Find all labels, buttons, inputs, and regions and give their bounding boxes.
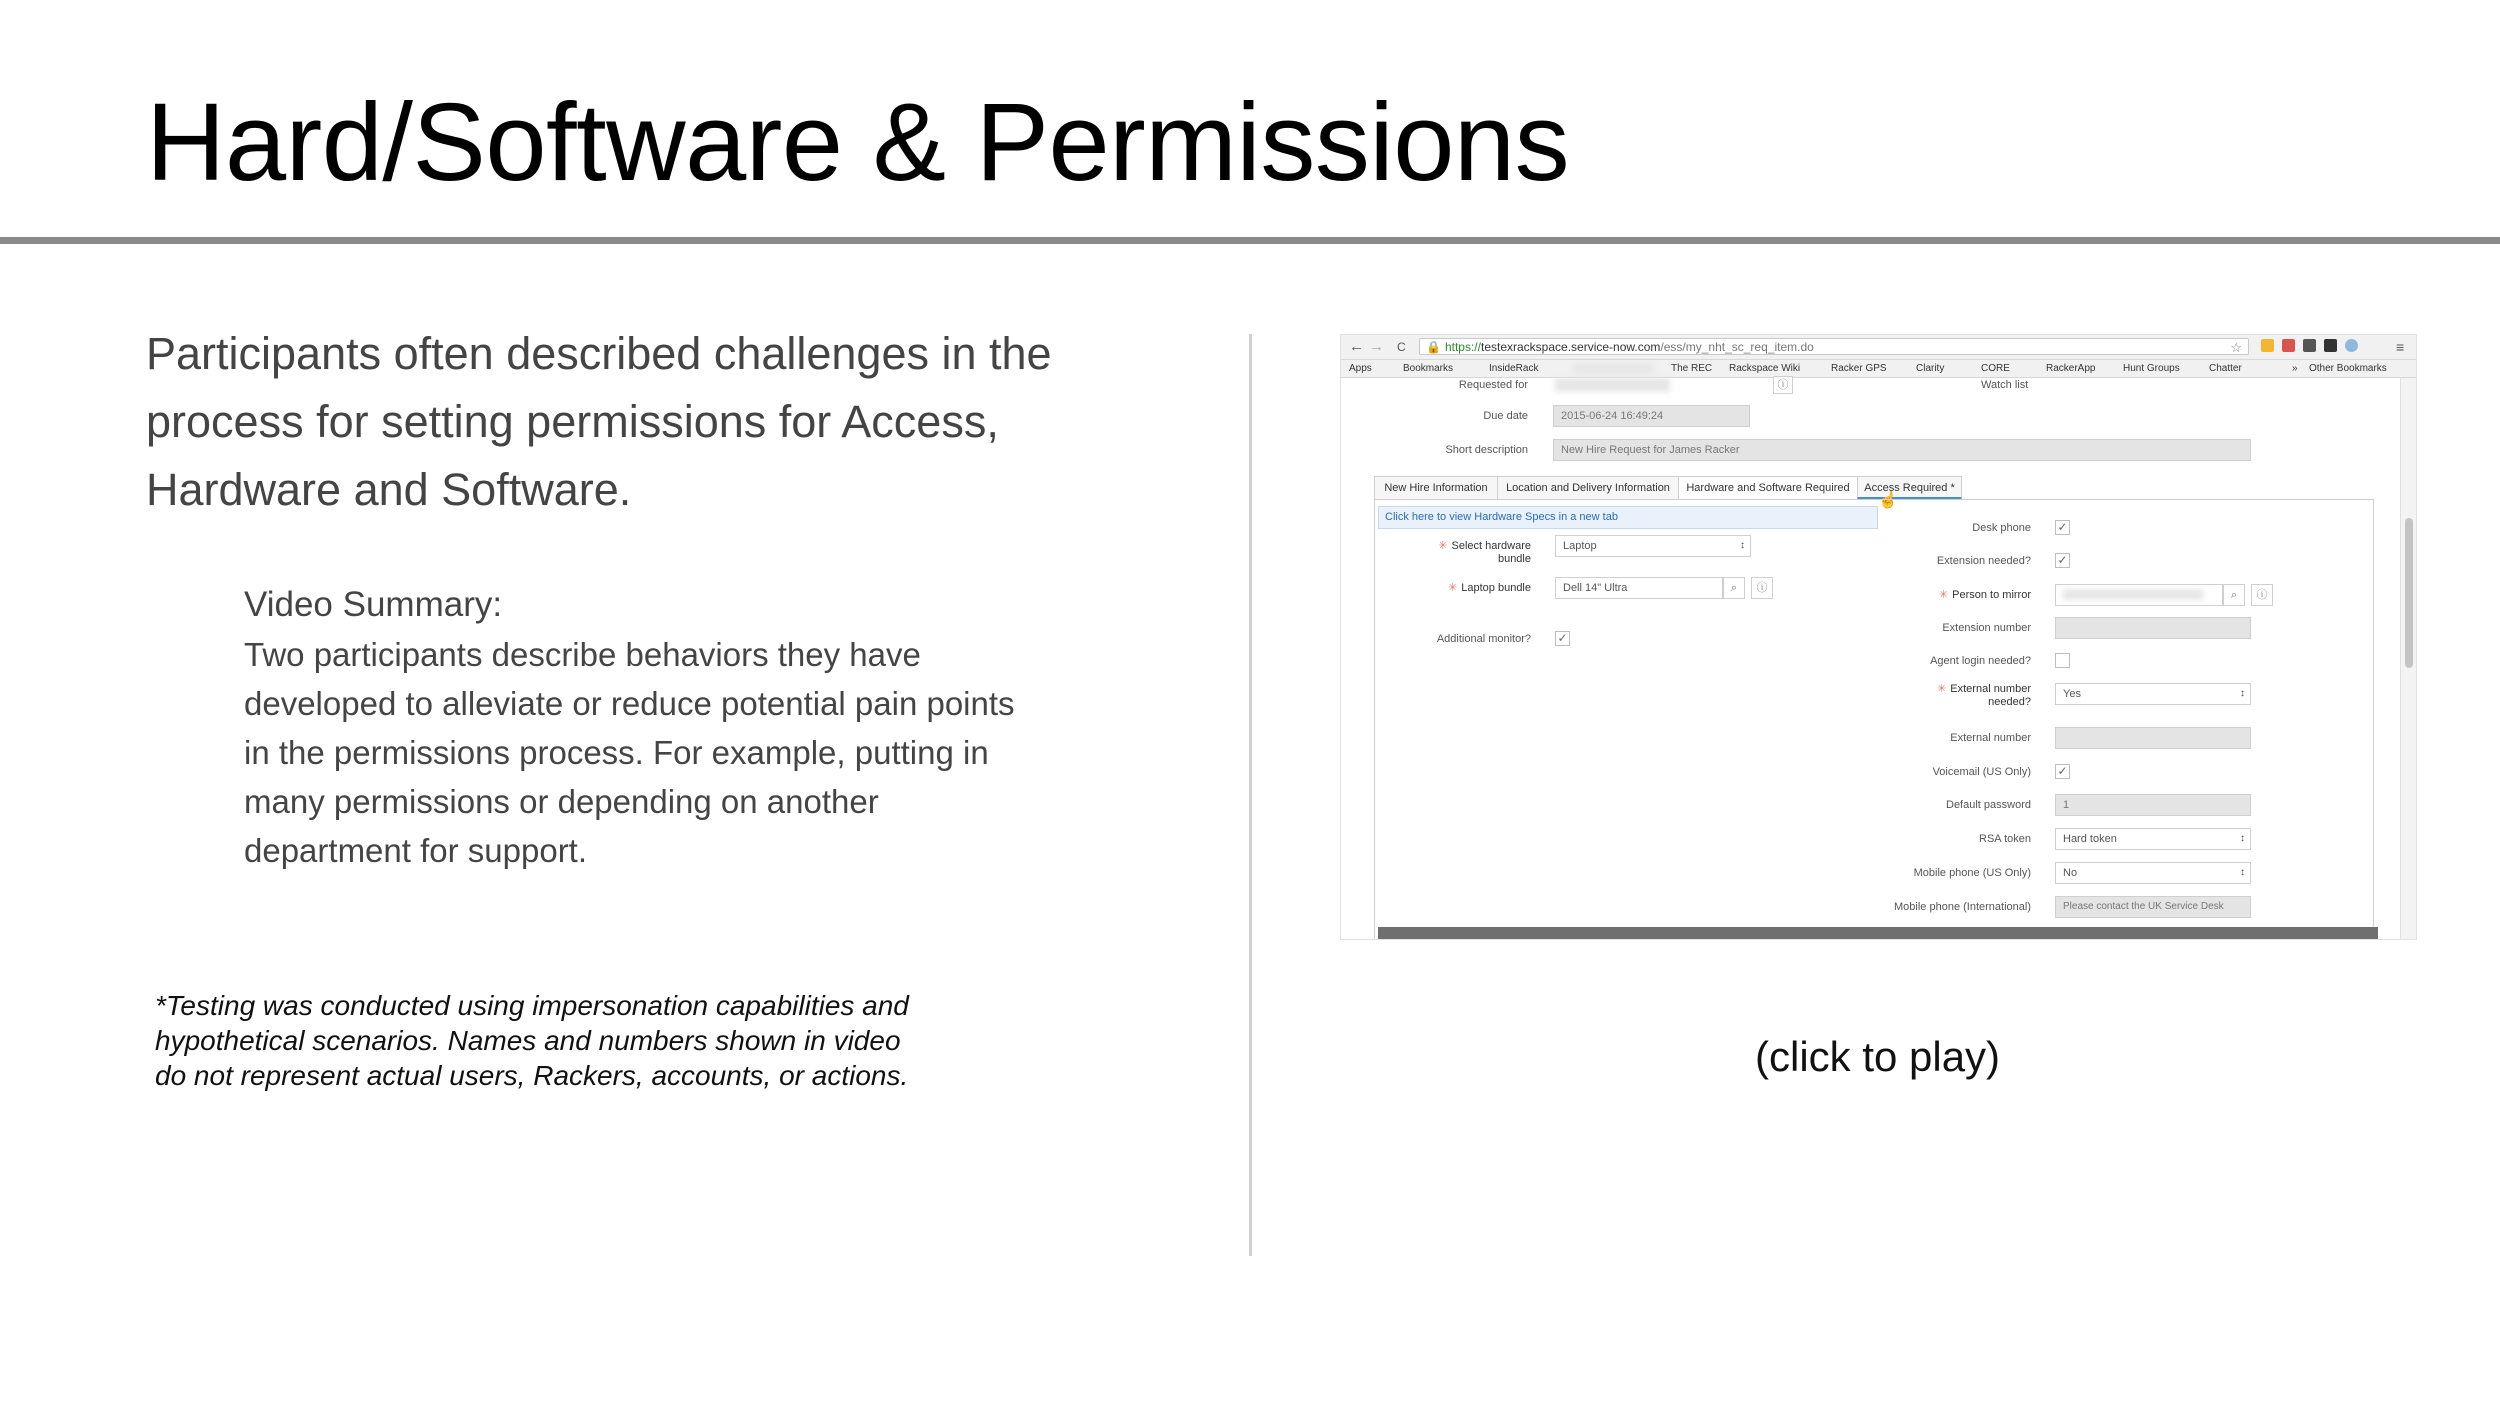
bookmark-overflow: » bbox=[2292, 363, 2298, 374]
agent-login-label: Agent login needed? bbox=[1930, 655, 2031, 667]
info-icon[interactable]: ⓘ bbox=[2251, 584, 2273, 606]
extension-icon bbox=[2345, 339, 2358, 352]
laptop-bundle-field[interactable]: Dell 14" Ultra bbox=[1555, 577, 1723, 599]
bookmark-apps: Apps bbox=[1349, 363, 1372, 374]
video-thumbnail[interactable] bbox=[1340, 334, 2417, 940]
voicemail-label: Voicemail (US Only) bbox=[1932, 766, 2031, 778]
address-bar bbox=[1419, 338, 2249, 355]
search-icon[interactable]: ⌕ bbox=[2223, 584, 2245, 606]
mobile-intl-field[interactable]: Please contact the UK Service Desk bbox=[2055, 896, 2251, 918]
requested-for-value bbox=[1555, 378, 1670, 392]
tab-new-hire-information[interactable]: New Hire Information bbox=[1374, 476, 1498, 500]
url-host: testexrackspace.service-now.com bbox=[1480, 340, 1661, 354]
bookmark-rackerapp: RackerApp bbox=[2046, 363, 2096, 374]
laptop-bundle-label bbox=[1448, 582, 1531, 595]
additional-monitor-label: Additional monitor? bbox=[1436, 633, 1531, 645]
select-hardware-dropdown[interactable]: Laptop ↕ bbox=[1555, 535, 1751, 557]
additional-monitor-checkbox[interactable]: ✓ bbox=[1555, 631, 1570, 646]
video-summary-heading: Video Summary: bbox=[244, 585, 503, 624]
hardware-specs-link[interactable]: Click here to view Hardware Specs in a new tab bbox=[1378, 506, 1878, 529]
bookmark-core: CORE bbox=[1981, 363, 2010, 374]
extension-number-field[interactable] bbox=[2055, 617, 2251, 639]
watch-list-label: Watch list bbox=[1981, 379, 2029, 391]
default-password-label: Default password bbox=[1946, 799, 2031, 811]
menu-icon: ≡ bbox=[2396, 339, 2405, 355]
due-date-field[interactable]: 2015-06-24 16:49:24 bbox=[1553, 405, 1750, 427]
software-section-header bbox=[1378, 927, 2378, 939]
scroll-thumb[interactable] bbox=[2405, 518, 2413, 668]
bookmark-hunt-groups: Hunt Groups bbox=[2123, 363, 2180, 374]
click-to-play-caption[interactable]: (click to play) bbox=[1755, 1033, 2001, 1080]
blurred-bookmark bbox=[1573, 364, 1653, 373]
bookmarks-bar bbox=[1341, 360, 2416, 378]
extension-icon bbox=[2303, 339, 2316, 352]
person-to-mirror-label-text: Person to mirror bbox=[1952, 589, 2031, 601]
external-number-needed-label-text: External number needed? bbox=[1950, 683, 2031, 708]
browser-toolbar bbox=[1341, 335, 2416, 360]
gmail-icon bbox=[2282, 339, 2295, 352]
bookmark-clarity: Clarity bbox=[1916, 363, 1945, 374]
mouse-cursor-icon: ☝ bbox=[1878, 492, 1898, 509]
laptop-bundle-label-text: Laptop bundle bbox=[1461, 582, 1531, 594]
url-scheme: https:// bbox=[1444, 340, 1481, 354]
external-number-field[interactable] bbox=[2055, 727, 2251, 749]
rsa-token-dropdown[interactable]: Hard token ↕ bbox=[2055, 828, 2251, 850]
reload-icon: C bbox=[1397, 340, 1406, 354]
bookmark-chatter: Chatter bbox=[2209, 363, 2242, 374]
search-icon[interactable]: ⌕ bbox=[1723, 577, 1745, 599]
info-icon[interactable]: ⓘ bbox=[1773, 376, 1793, 394]
desk-phone-label: Desk phone bbox=[1972, 522, 2031, 534]
mobile-us-label: Mobile phone (US Only) bbox=[1913, 867, 2031, 879]
extension-needed-checkbox[interactable]: ✓ bbox=[2055, 553, 2070, 568]
extension-number-label: Extension number bbox=[1942, 622, 2031, 634]
required-icon: ✳ bbox=[1937, 683, 1947, 695]
bookmark-bookmarks: Bookmarks bbox=[1403, 363, 1454, 374]
voicemail-checkbox[interactable]: ✓ bbox=[2055, 764, 2070, 779]
mobile-us-dropdown[interactable]: No ↕ bbox=[2055, 862, 2251, 884]
url-path: /ess/my_nht_sc_req_item.do bbox=[1660, 340, 1814, 354]
required-icon: ✳ bbox=[1448, 582, 1458, 594]
bookmark-racker-gps: Racker GPS bbox=[1831, 363, 1887, 374]
short-description-label: Short description bbox=[1445, 444, 1528, 456]
bookmark-other: Other Bookmarks bbox=[2309, 363, 2387, 374]
required-icon: ✳ bbox=[1438, 540, 1448, 552]
bookmark-the-rec: The REC bbox=[1671, 363, 1713, 374]
tab-access-required[interactable]: Access Required * bbox=[1857, 476, 1962, 500]
mobile-intl-label: Mobile phone (International) bbox=[1894, 901, 2031, 913]
short-description-field[interactable]: New Hire Request for James Racker bbox=[1553, 439, 2251, 461]
intro-text: Participants often described challenges in the process for setting permissions for Access, Hardware and Software. bbox=[146, 328, 1052, 515]
back-icon: ← bbox=[1349, 338, 1364, 355]
person-to-mirror-label bbox=[1939, 589, 2031, 602]
external-number-needed-dropdown[interactable]: Yes ↕ bbox=[2055, 683, 2251, 705]
page-scrollbar[interactable] bbox=[2400, 378, 2416, 939]
bookmark-rackspace-wiki: Rackspace Wiki bbox=[1729, 363, 1801, 374]
due-date-label: Due date bbox=[1483, 410, 1528, 422]
info-icon[interactable]: ⓘ bbox=[1751, 577, 1773, 599]
video-summary-body: Two participants describe behaviors they have developed to alleviate or reduce potential pain points in the permissions process. For example, putting in many permissions or depending on another department for support. bbox=[244, 636, 1015, 869]
extension-needed-label: Extension needed? bbox=[1936, 555, 2031, 567]
select-hardware-label-text: Select hardware bundle bbox=[1451, 540, 1531, 565]
vertical-divider bbox=[1249, 334, 1252, 1256]
extension-icon bbox=[2324, 339, 2337, 352]
star-icon: ☆ bbox=[2230, 340, 2242, 355]
agent-login-checkbox[interactable] bbox=[2055, 653, 2070, 668]
lock-icon: 🔒 bbox=[1426, 340, 1441, 354]
external-number-needed-label bbox=[1911, 683, 2031, 709]
title-divider bbox=[0, 237, 2500, 244]
tab-hardware-software[interactable]: Hardware and Software Required bbox=[1678, 476, 1858, 500]
person-to-mirror-value bbox=[2063, 589, 2203, 600]
required-icon: ✳ bbox=[1938, 589, 1949, 601]
requested-for-label: Requested for bbox=[1458, 379, 1528, 391]
rsa-token-label: RSA token bbox=[1979, 833, 2031, 845]
bookmark-insiderack: InsideRack bbox=[1489, 363, 1539, 374]
disclaimer-note: *Testing was conducted using impersonation capabilities and hypothetical scenarios. Names and numbers shown in video do not represent actual users, Rackers, accounts, or actions. bbox=[155, 990, 909, 1091]
default-password-field[interactable]: 1 bbox=[2055, 794, 2251, 816]
extension-icon bbox=[2261, 339, 2274, 352]
video-summary bbox=[244, 580, 1044, 875]
desk-phone-checkbox[interactable]: ✓ bbox=[2055, 520, 2070, 535]
select-hardware-label bbox=[1411, 540, 1531, 566]
external-number-label: External number bbox=[1950, 732, 2031, 744]
forward-icon: → bbox=[1369, 338, 1384, 355]
tab-location-delivery[interactable]: Location and Delivery Information bbox=[1497, 476, 1679, 500]
slide-title: Hard/Software & Permissions bbox=[146, 81, 1570, 204]
extension-icons bbox=[2261, 339, 2366, 357]
